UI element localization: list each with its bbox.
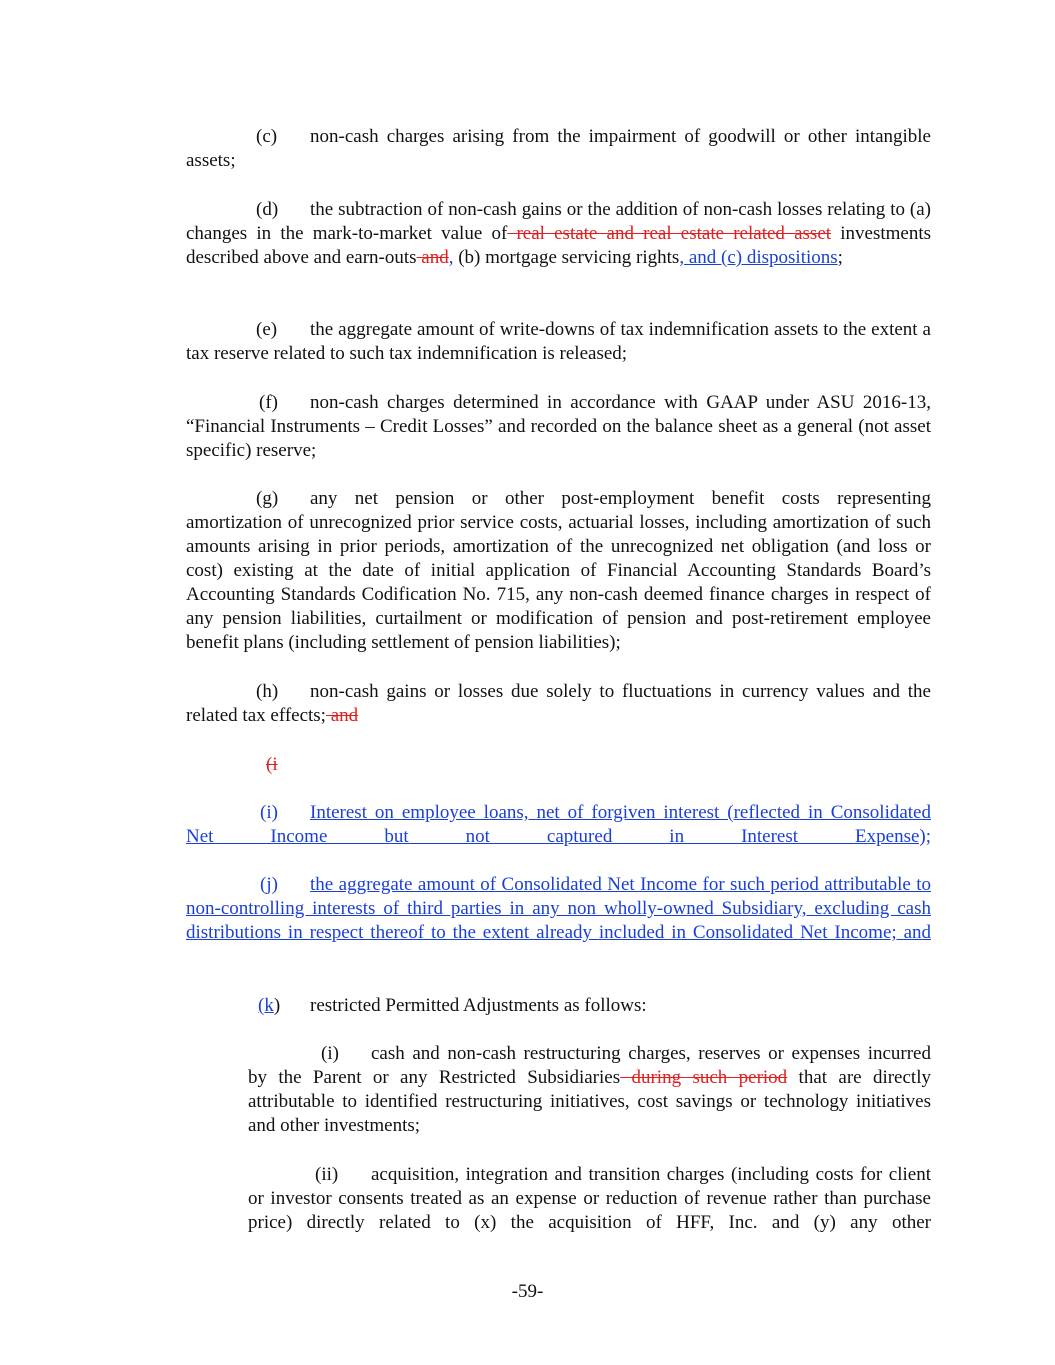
clause-d-text-3: (b) mortgage servicing rights (453, 247, 680, 268)
subclause-k-i-deletion: during such period (620, 1067, 788, 1088)
clause-d-text-1: the subtraction of non-cash gains or the addition of non-cash losses relating to (a) changes in the mark-to-market value of (186, 199, 931, 244)
clause-g-label: (g) (256, 488, 279, 509)
clause-k-label (186, 994, 310, 1018)
clause-f-text: non-cash charges determined in accordance with GAAP under ASU 2016-13, “Financial Instruments – Credit Losses” and recorded on the balance sheet as a general (not asset specific) reserve; (186, 392, 931, 461)
clause-f (186, 391, 931, 463)
clause-k-label-close: ) (273, 995, 281, 1016)
clause-c-text: non-cash charges arising from the impairment of goodwill or other intangible assets; (186, 126, 931, 171)
subclause-k-i-text-1: cash and non-cash restructuring charges, reserves or expenses incurred by the Parent or any Restricted Subsidiaries (248, 1043, 931, 1088)
clause-k-label-inserted: (k (258, 995, 274, 1016)
clause-i-inserted (186, 801, 931, 873)
clause-d-text-2: investments described above and earn-outs (186, 223, 931, 268)
clause-j-inserted-body (186, 873, 931, 969)
clause-c-label: (c) (256, 126, 278, 147)
clause-d-insertion-1: , (448, 247, 454, 268)
clause-h (186, 680, 931, 728)
clause-e (186, 318, 931, 366)
clause-i-inserted-body (186, 801, 931, 873)
clause-i-inserted-text: Interest on employee loans, net of forgiven interest (reflected in Consolidated Net Income but not captured in Interest Expense); (186, 802, 931, 847)
clause-k-text: restricted Permitted Adjustments as follows: (310, 995, 647, 1016)
clause-g-text: any net pension or other post-employment benefit costs representing amortization of unrecognized prior service costs, actuarial losses, including amortization of such amounts arising in prior periods, amortization of the unrecognized net obligation (and loss or cost) existing at the date of initial application of Financial Accounting Standards Board’s Accounting Standards Codification No. 715, any non-cash deemed finance charges in respect of any pension liabilities, curtailment or modification of pension and post-retirement employee benefit plans (including settlement of pension liabilities); (186, 488, 931, 653)
clause-j-inserted-label: (j) (260, 874, 278, 895)
clause-f-label: (f) (259, 392, 278, 413)
clause-d-insertion-2: , and (c) dispositions (679, 247, 838, 268)
clause-e-text: the aggregate amount of write-downs of tax indemnification assets to the extent a tax reserve related to such tax indemnification is released; (186, 319, 931, 364)
clause-g (186, 487, 931, 655)
page-number: -59- (511, 1281, 544, 1302)
clause-i-inserted-label: (i) (260, 802, 278, 823)
clause-h-text: non-cash gains or losses due solely to fluctuations in currency values and the related tax effects; (186, 681, 931, 726)
clause-i-deleted-label: (i (266, 754, 278, 775)
subclause-k-ii-text: acquisition, integration and transition charges (including costs for client or investor consents treated as an expense or reduction of revenue rather than purchase price) directly related to (x) the acquisition of HFF, Inc. and (y) any other (248, 1164, 931, 1233)
subclause-k-ii (248, 1163, 931, 1235)
clause-h-label: (h) (256, 681, 279, 702)
subclause-k-i-label: (i) (321, 1043, 339, 1064)
clause-j-inserted-text: the aggregate amount of Consolidated Net Income for such period attributable to non-controlling interests of third parties in any non wholly-owned Subsidiary, excluding cash distributions in respect thereof to the extent already included in Consolidated Net Income; and (186, 874, 931, 943)
clause-d-deletion-2: and (416, 247, 449, 268)
clause-c (186, 125, 931, 173)
clause-h-deletion: and (325, 705, 359, 726)
subclause-k-i (248, 1042, 931, 1138)
clause-e-label: (e) (256, 319, 278, 340)
clause-d-label: (d) (256, 199, 279, 220)
clause-i-deleted (186, 753, 931, 777)
subclause-k-ii-label: (ii) (315, 1164, 339, 1185)
clause-k (186, 994, 931, 1018)
subclause-k-i-text-2: that are directly attributable to identified restructuring initiatives, cost savings or technology initiatives and other investments; (248, 1067, 931, 1136)
clause-d (186, 198, 931, 270)
clause-d-deletion-1: real estate and real estate related asset (507, 223, 832, 244)
clause-d-text-4: ; (837, 247, 843, 268)
clause-j-inserted (186, 873, 931, 969)
